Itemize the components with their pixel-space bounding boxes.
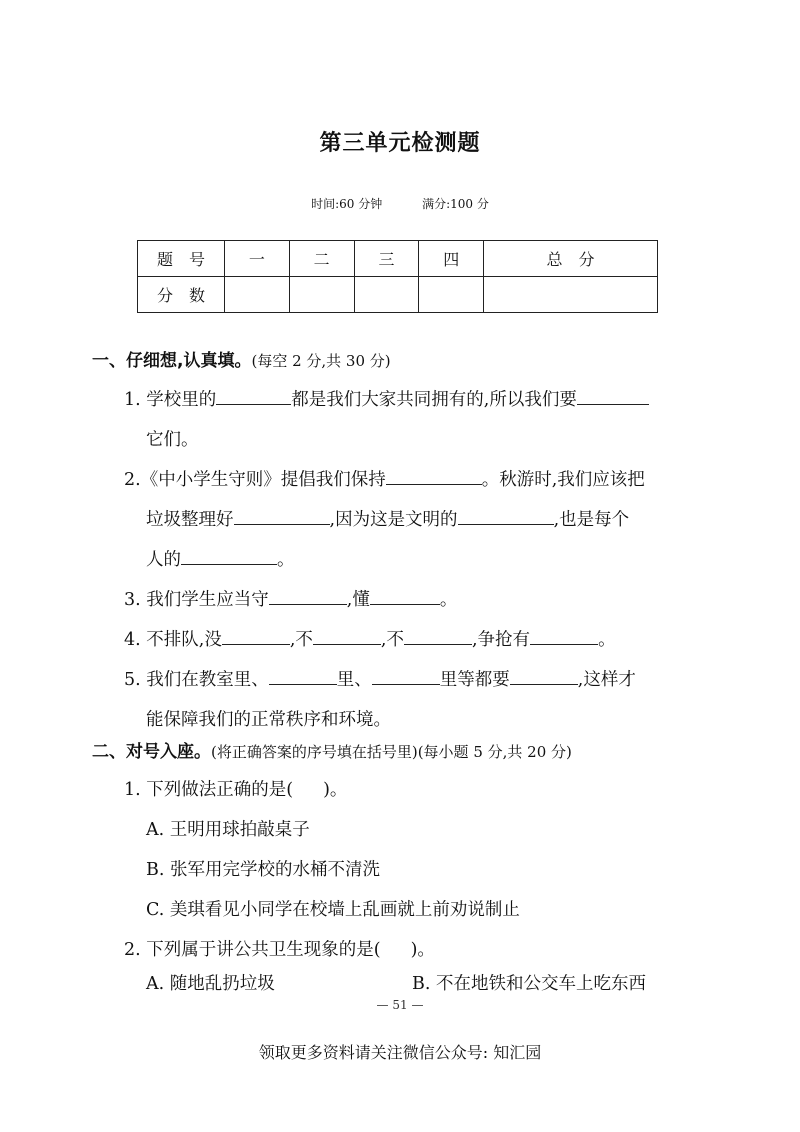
answer-blank[interactable] xyxy=(370,586,440,605)
score-table-header-row xyxy=(138,241,658,277)
score-cell[interactable] xyxy=(354,277,419,313)
question-text: 垃圾整理好 xyxy=(146,510,234,530)
question-text: 1. 下列做法正确的是( xyxy=(124,780,294,800)
answer-blank[interactable] xyxy=(510,666,578,685)
header-cell: 二 xyxy=(289,241,354,277)
question-1-4 xyxy=(124,626,616,651)
question-text: 2.《中小学生守则》提倡我们保持 xyxy=(124,470,386,490)
score-cell[interactable] xyxy=(225,277,290,313)
header-cell: 题 号 xyxy=(138,241,225,277)
header-cell: 一 xyxy=(225,241,290,277)
option-b[interactable]: B. 不在地铁和公交车上吃东西 xyxy=(412,974,646,994)
section-1-title: 一、仔细想,认真填。 xyxy=(92,351,252,371)
score-cell[interactable] xyxy=(419,277,484,313)
answer-blank[interactable] xyxy=(386,466,482,485)
exam-meta xyxy=(0,195,800,212)
footer-notice: 领取更多资料请关注微信公众号: 知汇园 xyxy=(258,1043,542,1062)
answer-blank[interactable] xyxy=(234,506,330,525)
question-text: ,这样才 xyxy=(577,670,636,690)
score-cell[interactable] xyxy=(484,277,658,313)
answer-blank[interactable] xyxy=(181,546,277,565)
time-limit: 时间:60 分钟 xyxy=(311,197,383,211)
question-text: 。 xyxy=(439,590,458,610)
section-1-heading xyxy=(92,346,391,371)
header-cell: 三 xyxy=(354,241,419,277)
section-2-title: 二、对号入座。 xyxy=(92,742,211,762)
question-1-2-cont2 xyxy=(146,546,295,571)
question-1-1-cont: 它们。 xyxy=(146,430,199,450)
question-text: ,争抢有 xyxy=(471,630,531,650)
page-title: 第三单元检测题 xyxy=(319,131,481,156)
question-2-2 xyxy=(124,936,435,961)
header-cell: 四 xyxy=(419,241,484,277)
question-text: 里等都要 xyxy=(439,670,510,690)
question-text: ,不 xyxy=(289,630,313,650)
answer-blank[interactable] xyxy=(313,626,381,645)
question-text: ,懂 xyxy=(346,590,370,610)
answer-blank[interactable] xyxy=(577,386,649,405)
answer-blank[interactable] xyxy=(216,386,291,405)
full-score: 满分:100 分 xyxy=(422,197,489,211)
page-number: — 51 — xyxy=(376,998,424,1012)
answer-blank[interactable] xyxy=(404,626,472,645)
question-1-3 xyxy=(124,586,457,611)
question-text: 。 xyxy=(277,550,295,570)
question-text: 5. 我们在教室里、 xyxy=(124,670,269,690)
question-text: 4. 不排队,没 xyxy=(124,630,222,650)
question-text: 1. 学校里的 xyxy=(124,390,217,410)
section-2-heading xyxy=(92,737,572,762)
question-text: ,不 xyxy=(380,630,404,650)
section-1-note: (每空 2 分,共 30 分) xyxy=(251,352,391,370)
question-text: 都是我们大家共同拥有的,所以我们要 xyxy=(291,390,577,410)
score-table xyxy=(137,240,658,313)
option-c[interactable]: C. 美琪看见小同学在校墙上乱画就上前劝说制止 xyxy=(146,900,520,920)
question-text: )。 xyxy=(410,940,435,960)
header-cell: 总 分 xyxy=(484,241,658,277)
answer-blank[interactable] xyxy=(269,666,337,685)
option-a[interactable]: A. 王明用球拍敲桌子 xyxy=(146,820,310,840)
option-a[interactable]: A. 随地乱扔垃圾 xyxy=(146,974,275,994)
question-text: 。秋游时,我们应该把 xyxy=(481,470,645,490)
question-text: 2. 下列属于讲公共卫生现象的是( xyxy=(124,940,381,960)
question-text: 里、 xyxy=(336,670,372,690)
question-1-2-cont xyxy=(146,506,629,531)
answer-blank[interactable] xyxy=(530,626,598,645)
question-text: 3. 我们学生应当守 xyxy=(124,590,269,610)
question-text: ,也是每个 xyxy=(553,510,630,530)
question-1-5 xyxy=(124,666,636,691)
score-cell[interactable] xyxy=(289,277,354,313)
answer-blank[interactable] xyxy=(458,506,554,525)
row-label: 分 数 xyxy=(138,277,225,313)
answer-blank[interactable] xyxy=(372,666,440,685)
option-b[interactable]: B. 张军用完学校的水桶不清洗 xyxy=(146,860,380,880)
section-2-note: (将正确答案的序号填在括号里)(每小题 5 分,共 20 分) xyxy=(211,743,572,761)
question-2-1 xyxy=(124,776,347,801)
question-1-1 xyxy=(124,386,649,411)
question-text: 人的 xyxy=(146,550,181,570)
answer-blank[interactable] xyxy=(269,586,347,605)
question-1-2 xyxy=(124,466,645,491)
answer-blank[interactable] xyxy=(222,626,290,645)
question-1-5-cont: 能保障我们的正常秩序和环境。 xyxy=(146,710,391,730)
question-text: ,因为这是文明的 xyxy=(329,510,458,530)
question-text: 。 xyxy=(598,630,616,650)
score-table-score-row xyxy=(138,277,658,313)
question-text: )。 xyxy=(323,780,348,800)
